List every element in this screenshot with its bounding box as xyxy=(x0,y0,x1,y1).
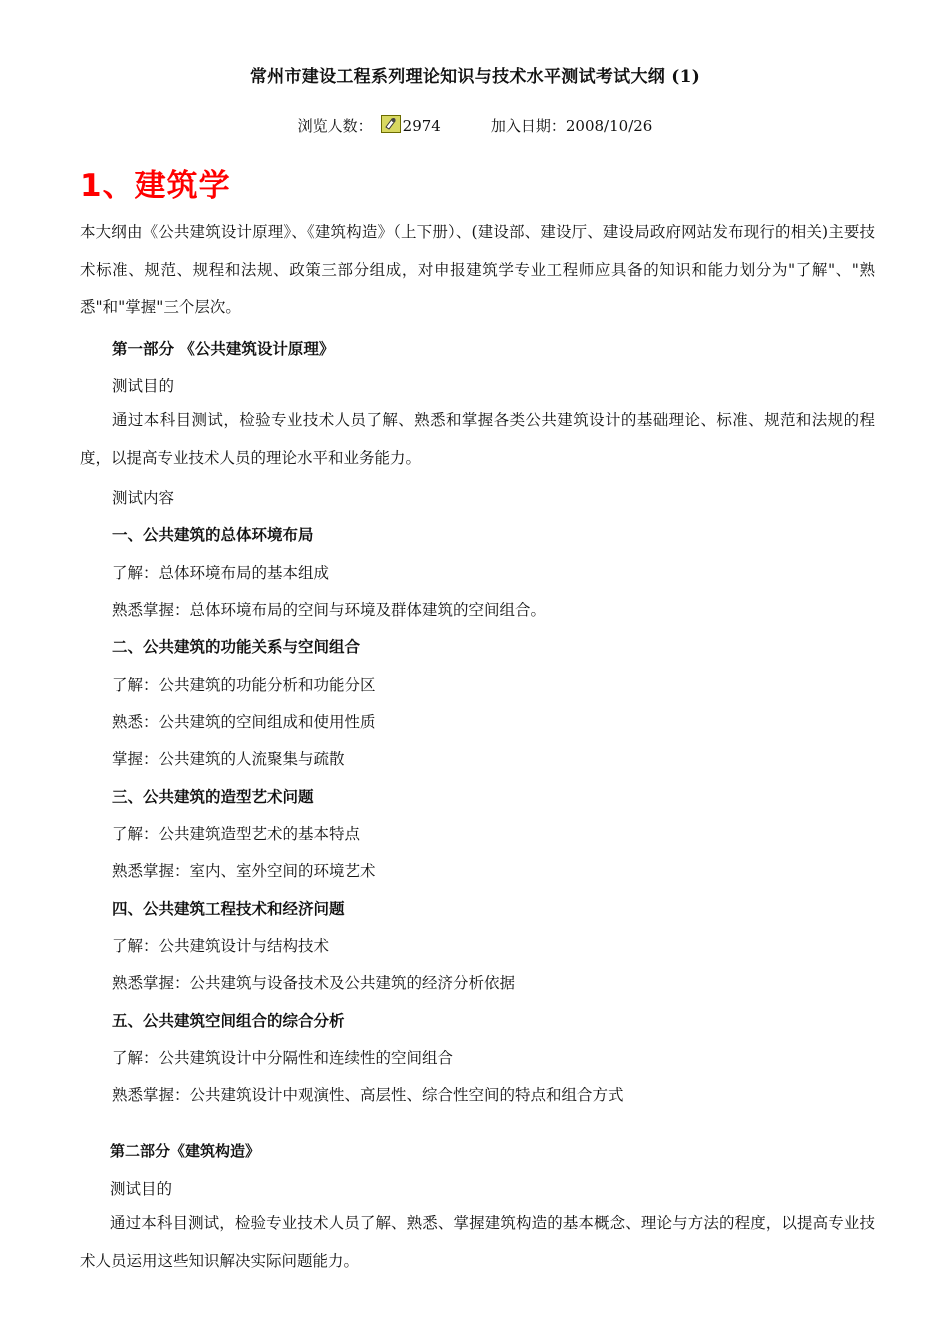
section5-title: 五、公共建筑空间组合的综合分析 xyxy=(112,1011,345,1030)
views-counter-icon xyxy=(381,115,401,133)
section1-line1: 了解：总体环境布局的基本组成 xyxy=(112,564,330,582)
part1-purpose-label: 测试目的 xyxy=(112,377,175,395)
part1-title: 第一部分 《公共建筑设计原理》 xyxy=(112,339,335,358)
section3-title: 三、公共建筑的造型艺术问题 xyxy=(112,787,314,806)
part1-content-label: 测试内容 xyxy=(112,489,175,507)
intro-paragraph: 本大纲由《公共建筑设计原理》、《建筑构造》（上下册）、(建设部、建设厅、建设局政府网站发布现行的相关)主要技术标准、规范、规程和法规、政策三部分组成，对申报建筑学专业工程师应具备的知识和能力划分为"了解"、"熟悉"和"掌握"三个层次。 xyxy=(80,223,875,316)
date-label: 加入日期： xyxy=(490,117,566,135)
section1-title: 一、公共建筑的总体环境布局 xyxy=(112,525,314,544)
part2-title: 第二部分《建筑构造》 xyxy=(110,1142,261,1160)
section4-line2: 熟悉掌握：公共建筑与设备技术及公共建筑的经济分析依据 xyxy=(112,974,516,992)
section2-title: 二、公共建筑的功能关系与空间组合 xyxy=(112,637,361,656)
date-value: 2008/10/26 xyxy=(565,117,653,135)
section4-title: 四、公共建筑工程技术和经济问题 xyxy=(112,899,345,918)
section4-line1: 了解：公共建筑设计与结构技术 xyxy=(112,937,330,955)
section3-line2: 熟悉掌握：室内、室外空间的环境艺术 xyxy=(112,862,376,880)
section2-line1: 了解：公共建筑的功能分析和功能分区 xyxy=(112,676,376,694)
section3-line1: 了解：公共建筑造型艺术的基本特点 xyxy=(112,825,361,843)
section5-line2: 熟悉掌握：公共建筑设计中观演性、高层性、综合性空间的特点和组合方式 xyxy=(112,1086,624,1104)
part2-purpose-text: 通过本科目测试，检验专业技术人员了解、熟悉、掌握建筑构造的基本概念、理论与方法的程度，以提高专业技术人员运用这些知识解决实际问题能力。 xyxy=(80,1214,875,1270)
part1-purpose-text: 通过本科目测试，检验专业技术人员了解、熟悉和掌握各类公共建筑设计的基础理论、标准、规范和法规的程度，以提高专业技术人员的理论水平和业务能力。 xyxy=(80,411,875,467)
section2-line3: 掌握：公共建筑的人流聚集与疏散 xyxy=(112,750,345,768)
section-heading: 1、建筑学 xyxy=(80,168,231,204)
views-label: 浏览人数： xyxy=(297,117,373,135)
section1-line2: 熟悉掌握：总体环境布局的空间与环境及群体建筑的空间组合。 xyxy=(112,601,547,619)
document-title: 常州市建设工程系列理论知识与技术水平测试考试大纲 (1) xyxy=(249,67,701,87)
document-meta xyxy=(0,115,950,136)
part2-purpose-label: 测试目的 xyxy=(110,1180,173,1198)
section2-line2: 熟悉：公共建筑的空间组成和使用性质 xyxy=(112,713,376,731)
section5-line1: 了解：公共建筑设计中分隔性和连续性的空间组合 xyxy=(112,1049,454,1067)
views-count: 2974 xyxy=(402,117,441,135)
